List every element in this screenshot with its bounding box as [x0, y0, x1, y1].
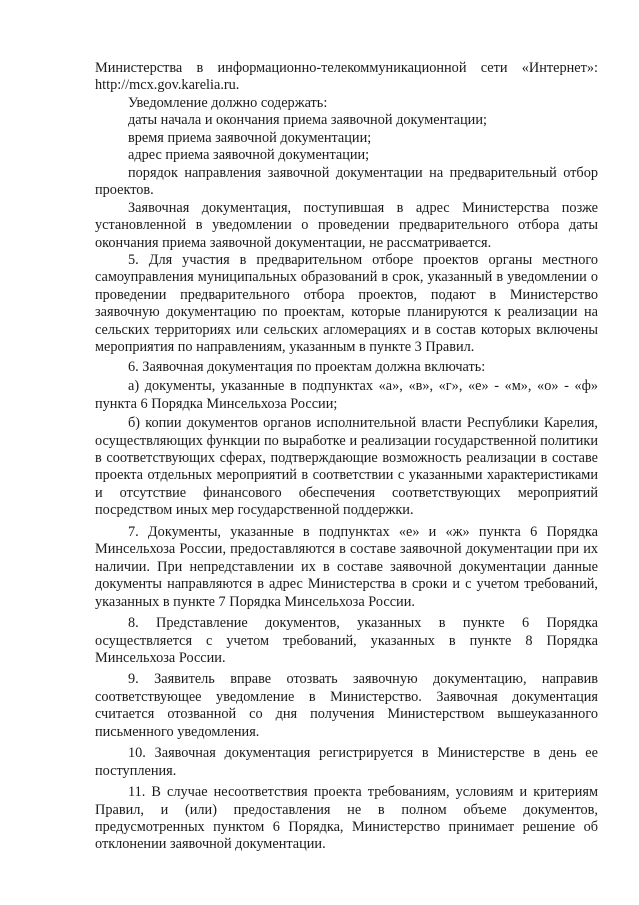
paragraph-item-7: 7. Документы, указанные в подпунктах «е» и «ж» пункта 6 Порядка Минсельхоза России, предоставляются в составе заявочной документации при их наличии. При непредставлении их в составе заявочной документации данные документы направляются в адрес Министерства в сроки и с учетом требований, указанных в пункте 7 Порядка Минсельхоза России.	[95, 523, 598, 610]
paragraph-item-6b: б) копии документов органов исполнительной власти Республики Карелия, осуществляющих функции по выработке и реализации государственной политики в соответствующих сферах, подтверждающие возможность реализации в составе проекта отдельных мероприятий в соответствии с указанными характеристиками и отсутствие финансового обеспечения соответствующих мероприятий посредством иных мер государственной поддержки.	[95, 415, 598, 519]
paragraph-item-6a: а) документы, указанные в подпунктах «а», «в», «г», «е» - «м», «о» - «ф» пункта 6 Порядка Минсельхоза России;	[95, 378, 598, 412]
paragraph-item-8: 8. Представление документов, указанных в пункте 6 Порядка осуществляется с учетом требований, указанных в пункте 8 Порядка Минсельхоза России.	[95, 615, 598, 666]
paragraph-late-docs: Заявочная документация, поступившая в адрес Министерства позже установленной в уведомлении о проведении предварительного отбора даты окончания приема заявочной документации, не рассматривается.	[95, 199, 598, 251]
paragraph-item-9: 9. Заявитель вправе отозвать заявочную документацию, направив соответствующее уведомление в Министерство. Заявочная документация считается отозванной со дня получения Министерством вышеуказанного письменного уведомления.	[95, 671, 598, 740]
paragraph-item-11: 11. В случае несоответствия проекта требованиям, условиям и критериям Правил, и (или) предоставления не в полном объеме документов, предусмотренных пунктом 6 Порядка, Министерство принимает решение об отклонении заявочной документации.	[95, 784, 598, 853]
list-item-address: адрес приема заявочной документации;	[128, 147, 370, 164]
paragraph-website: Министерства в информационно-телекоммуникационной сети «Интернет»: http://mcx.gov.karelia.ru.	[95, 60, 598, 94]
list-item-procedure: порядок направления заявочной документации на предварительный отбор проектов.	[95, 164, 598, 199]
paragraph-notice-contents: Уведомление должно содержать:	[128, 94, 328, 111]
paragraph-item-5: 5. Для участия в предварительном отборе проектов органы местного самоуправления муниципальных образований в срок, указанный в уведомлении о проведении предварительного отбора проектов, подают в Министерство заявочную документацию по проектам, которые планируются к реализации на сельских территориях или сельских агломерациях и в состав которых включены мероприятия по направлениям, указанным в пункте 3 Правил.	[95, 251, 598, 356]
document-page	[95, 60, 598, 854]
paragraph-item-10: 10. Заявочная документация регистрируется в Министерстве в день ее поступления.	[95, 745, 598, 779]
paragraph-item-6: 6. Заявочная документация по проектам должна включать:	[128, 358, 486, 375]
list-item-time: время приема заявочной документации;	[128, 129, 372, 146]
list-item-dates: даты начала и окончания приема заявочной документации;	[128, 112, 487, 129]
